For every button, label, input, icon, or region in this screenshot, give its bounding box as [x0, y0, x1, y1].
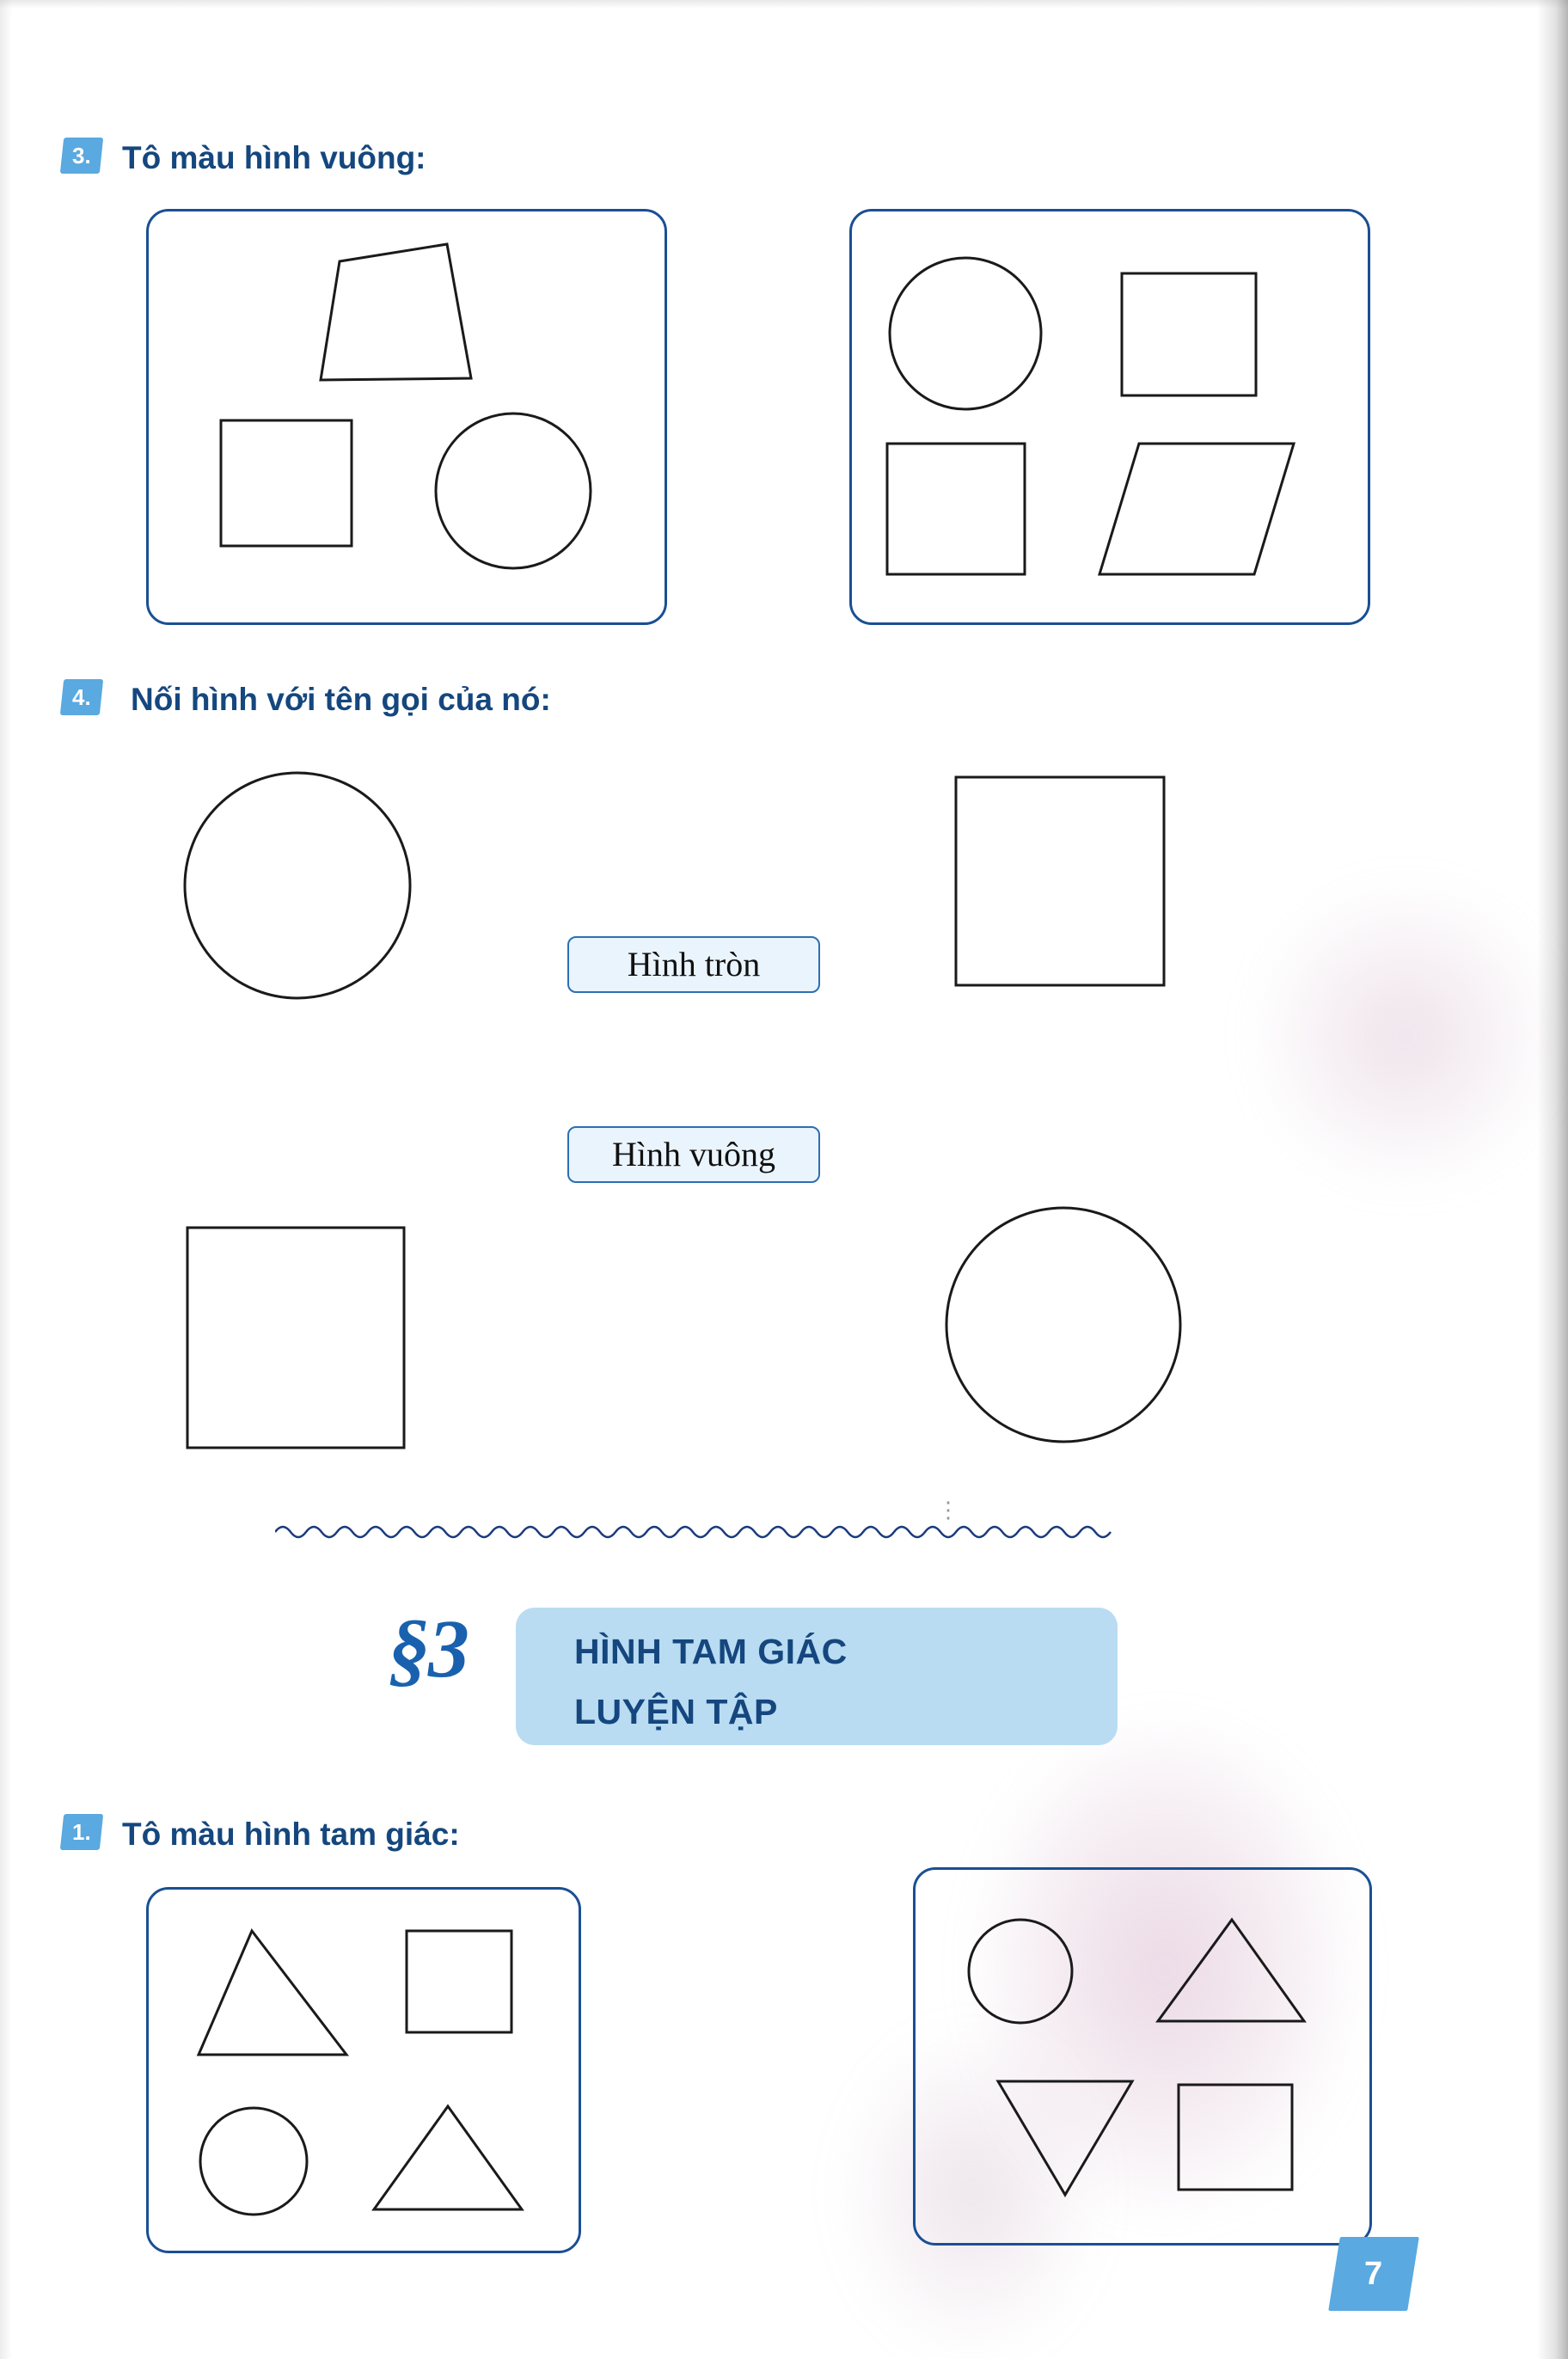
exercise-number-3	[60, 138, 103, 174]
triangle-shape	[374, 2106, 522, 2209]
square-shape	[407, 1931, 511, 2032]
triangle-shape	[1158, 1920, 1304, 2021]
circle-shape	[200, 2108, 307, 2215]
square-shape	[887, 444, 1025, 574]
circle-shape	[436, 414, 591, 568]
tag-hinh-tron[interactable]: Hình tròn	[567, 936, 820, 993]
exercise-number-4	[60, 679, 103, 715]
page-number-label: 7	[1364, 2256, 1383, 2292]
scan-smudge	[1264, 894, 1547, 1178]
exercise-number-4-label: 4.	[72, 684, 91, 710]
triangle-shape	[199, 1931, 346, 2055]
exercise-number-1-label: 1.	[72, 1819, 91, 1845]
exercise-4-instruction: Nối hình với tên gọi của nó:	[131, 682, 551, 717]
page-edge-top	[0, 0, 1568, 9]
page-number-badge	[1328, 2237, 1419, 2311]
circle-shape	[185, 773, 410, 998]
section-symbol: §3	[389, 1602, 468, 1694]
section-title-line1: HÌNH TAM GIÁC	[574, 1632, 848, 1671]
tag-hinh-vuong[interactable]: Hình vuông	[567, 1126, 820, 1183]
wavy-divider	[275, 1513, 1212, 1547]
circle-shape	[946, 1208, 1180, 1442]
exercise-4-circle-bottom-right[interactable]	[939, 1200, 1188, 1449]
exercise-number-1	[60, 1814, 103, 1850]
page-edge-left	[0, 0, 12, 2359]
exercise-1-left-shape-box[interactable]	[146, 1887, 581, 2253]
page-edge-right	[1537, 0, 1568, 2359]
triangle-down-shape	[998, 2081, 1132, 2195]
exercise-1-right-shapes	[916, 1870, 1364, 2238]
exercise-3-instruction: Tô màu hình vuông:	[122, 140, 426, 175]
exercise-3-right-shape-box[interactable]	[849, 209, 1370, 625]
square-shape	[221, 420, 352, 546]
exercise-4-square-top-right[interactable]	[952, 774, 1167, 989]
square-shape	[1122, 273, 1256, 395]
section-title-line2: LUYỆN TẬP	[574, 1692, 778, 1731]
square-shape	[1179, 2085, 1292, 2190]
square-shape	[187, 1228, 404, 1448]
exercise-1-right-shape-box[interactable]	[913, 1867, 1372, 2246]
exercise-3-right-shapes	[852, 211, 1363, 617]
circle-shape	[890, 258, 1041, 409]
exercise-4-square-bottom-left[interactable]	[184, 1224, 407, 1451]
exercise-1-instruction: Tô màu hình tam giác:	[122, 1817, 460, 1852]
exercise-number-3-label: 3.	[72, 143, 91, 168]
circle-shape	[969, 1920, 1072, 2023]
exercise-3-left-shape-box[interactable]	[146, 209, 667, 625]
exercise-3-left-shapes	[149, 211, 659, 617]
divider-speck: ⋮	[937, 1498, 959, 1523]
parallelogram-shape	[1099, 444, 1294, 574]
exercise-4-circle-top-left[interactable]	[177, 765, 418, 1006]
exercise-1-left-shapes	[149, 1890, 573, 2246]
quadrilateral-shape	[321, 244, 471, 380]
square-shape	[956, 777, 1164, 985]
